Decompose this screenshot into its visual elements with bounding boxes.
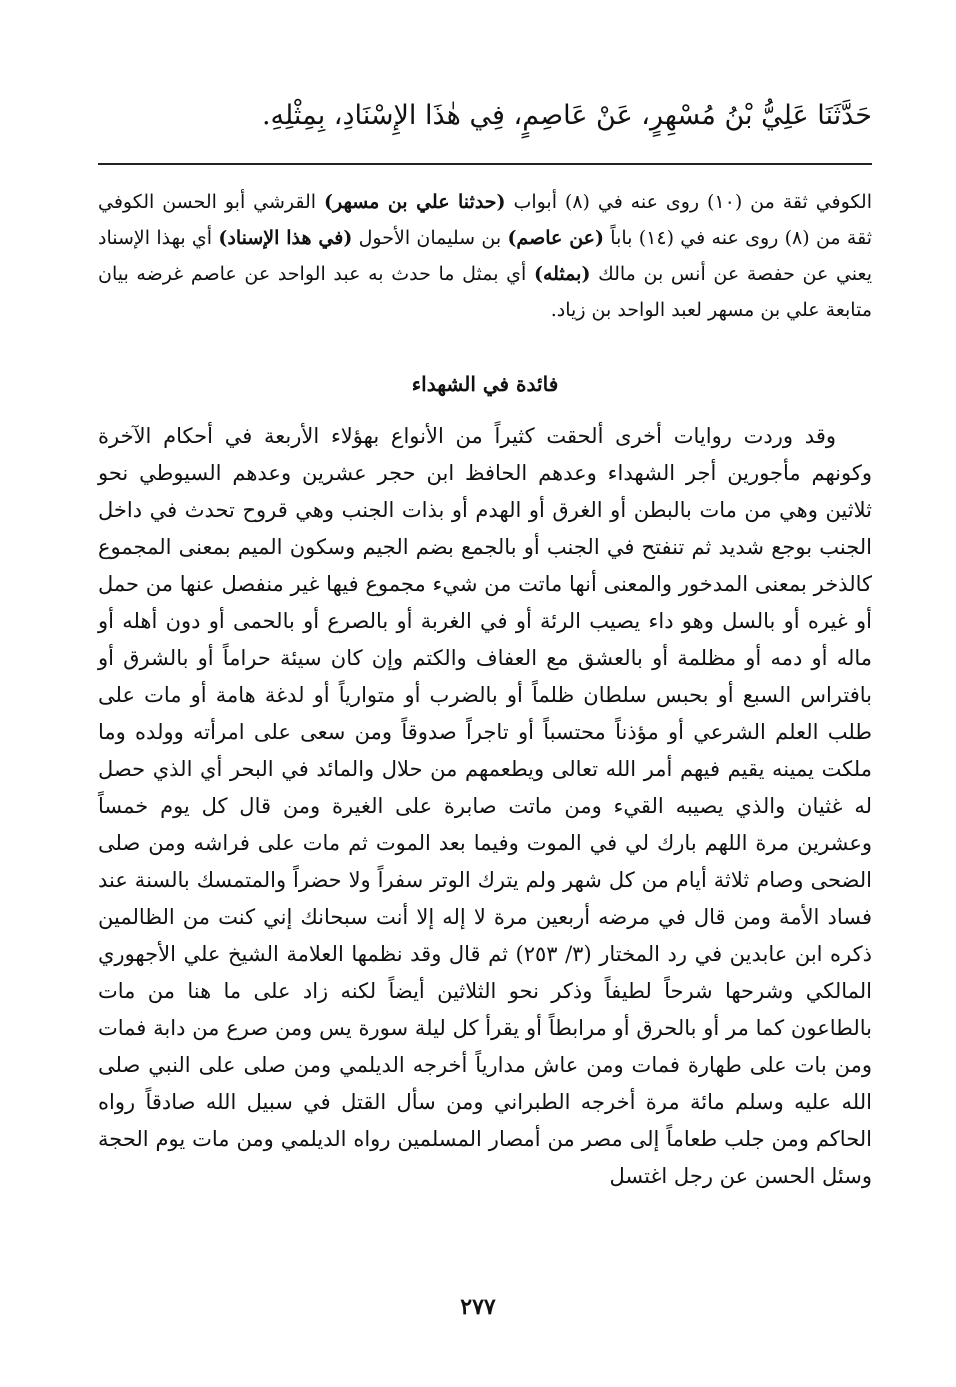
- commentary-block: [98, 184, 872, 328]
- body-block: [98, 418, 872, 1195]
- commentary-text: الكوفي ثقة من (١٠) روى عنه في (٨) أبواب: [505, 191, 872, 213]
- hadith-text: حَدَّثَنَا عَلِيُّ بْنُ مُسْهِرٍ، عَنْ عَاصِمٍ، فِي هٰذَا الإِسْنَادِ، بِمِثْلِهِ.: [261, 100, 872, 131]
- commentary-bold-term: (في هذا الإسناد): [218, 227, 353, 249]
- page-number: ٢٧٧: [460, 1294, 496, 1320]
- section-heading: فائدة في الشهداء: [411, 372, 559, 396]
- footnote-divider: [98, 163, 872, 165]
- commentary-bold-term: (عن عاصم): [507, 227, 604, 249]
- commentary-text: القرشي أبو الحسن الكوفي ثقة من (٨) روى عنه في (١٤) باباً: [98, 191, 872, 249]
- commentary-bold-term: (حدثنا علي بن مسهر): [323, 191, 506, 213]
- commentary-bold-term: (بمثله): [533, 263, 591, 285]
- commentary-text: أي بمثل ما حدث به عبد الواحد عن عاصم غرضه بيان متابعة علي بن مسهر لعبد الواحد بن زياد.: [98, 263, 872, 321]
- commentary-text: أي بهذا الإسناد يعني عن حفصة عن أنس بن مالك: [98, 227, 872, 285]
- commentary-text: بن سليمان الأحول: [352, 227, 508, 249]
- body-paragraph: وقد وردت روايات أخرى ألحقت كثيراً من الأنواع بهؤلاء الأربعة في أحكام الآخرة وكونهم مأجورين أجر الشهداء وعدهم الحافظ ابن حجر عشرين وعدهم السيوطي نحو ثلاثين وهي من مات بالبطن أو الغرق أو الهدم أو بذات الجنب وهي قروح تحدث في داخل الجنب بوجع شديد ثم تنفتح في الجنب أو بالجمع بضم الجيم وسكون الميم بمعنى المجموع كالذخر بمعنى المدخور والمعنى أنها ماتت من شيء مجموع فيها غير منفصل عنها من حمل أو غيره أو بالسل وهو داء يصيب الرئة أو في الغربة أو بالصرع أو بالحمى أو دون أهله أو ماله أو دمه أو مظلمة أو بالعشق مع العفاف والكتم وإن كان سيئة حراماً أو بالشرق أو بافتراس السبع أو بحبس سلطان ظلماً أو بالضرب أو متوارياً أو لدغة هامة أو مات على طلب العلم الشرعي أو مؤذناً محتسباً أو تاجراً صدوقاً ومن سعى على امرأته وولده وما ملكت يمينه يقيم فيهم أمر الله تعالى ويطعمهم من حلال والمائد في البحر أي الذي حصل له غثيان والذي يصيبه القيء ومن ماتت صابرة على الغيرة ومن قال كل يوم خمساً وعشرين مرة اللهم بارك لي في الموت وفيما بعد الموت ثم مات على فراشه ومن صلى الضحى وصام ثلاثة أيام من كل شهر ولم يترك الوتر سفراً ولا حضراً والمتمسك بالسنة عند فساد الأمة ومن قال في مرضه أربعين مرة لا إله إلا أنت سبحانك إني كنت من الظالمين ذكره ابن عابدين في رد المختار (٣/ ٢٥٣) ثم قال وقد نظمها العلامة الشيخ علي الأجهوري المالكي وشرحها شرحاً لطيفاً وذكر نحو الثلاثين أيضاً لكنه زاد على ما هنا من مات بالطاعون كما مر أو بالحرق أو مرابطاً أو يقرأ كل ليلة سورة يس ومن صرع من دابة فمات ومن بات على طهارة فمات ومن عاش مدارياً أخرجه الديلمي ومن صلى على النبي صلى الله عليه وسلم مائة مرة أخرجه الطبراني ومن سأل القتل في سبيل الله صادقاً رواه الحاكم ومن جلب طعاماً إلى مصر من أمصار المسلمين رواه الديلمي ومن مات يوم الحجة وسئل الحسن عن رجل اغتسل: [98, 424, 872, 1188]
- commentary-paragraph: [98, 184, 872, 328]
